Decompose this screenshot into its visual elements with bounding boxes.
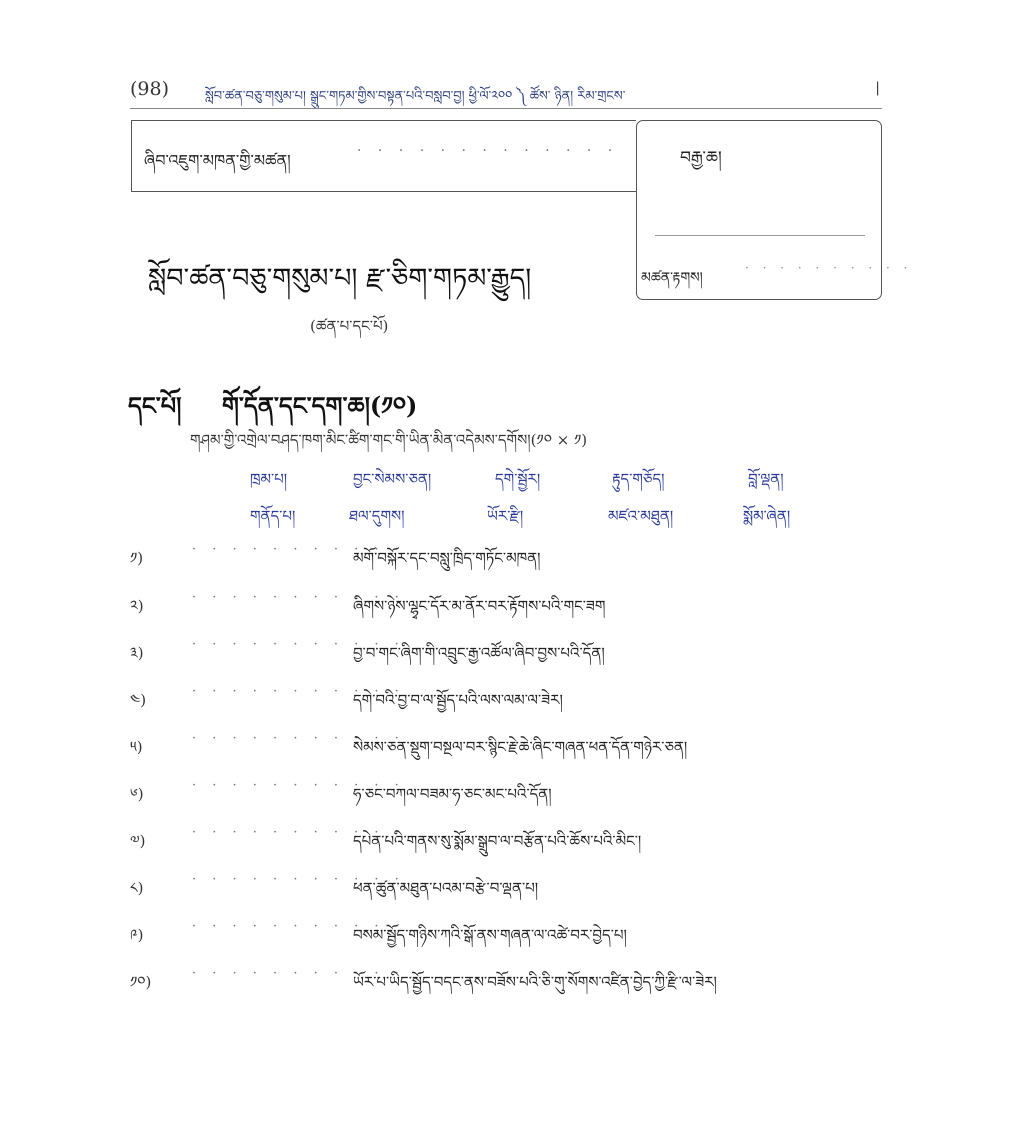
answer-blank[interactable]: · · · · · · · · · · · (192, 637, 405, 652)
question-text: བྱ་བ་གང་ཞིག་གི་འབྲུང་རྒྱ་འཚོལ་ཞིབ་བྱས་པའི་དོན། (353, 644, 605, 662)
word-bank-item: མཛའ་མཐུན། (608, 507, 674, 525)
signature-label: མཚན་རྟགས། (641, 270, 703, 286)
word-bank-item: ཡོར་རྫི། (487, 507, 524, 525)
word-bank-item: ཁྲམ་པ། (250, 470, 288, 488)
section-title: གོ་དོན་དང་དག་ཆ།(༡༠) (222, 391, 418, 420)
question-text: ཧ་ཅང་བཀལ་བཟམ་ཧ་ཅང་མང་པའི་དོན། (353, 785, 552, 803)
name-label: ཞིབ་འཇུག་མཁན་གྱི་མཚན། (144, 151, 291, 170)
question-number: ༡) (130, 549, 144, 567)
question-number: ༧) (130, 832, 146, 850)
answer-blank[interactable]: · · · · · · · · · · · (192, 731, 405, 746)
answer-blank[interactable]: · · · · · · · · · · · (192, 590, 405, 605)
header-mark: | (875, 80, 880, 96)
word-bank-item: དགེ་སྦྱོར། (495, 470, 541, 488)
question-number: ༨) (130, 879, 144, 897)
score-field[interactable] (655, 235, 865, 236)
answer-blank[interactable]: · · · · · · · · · · · (192, 778, 405, 793)
answer-blank[interactable]: · · · · · · · · · · · (192, 919, 405, 934)
name-box (131, 120, 636, 192)
question-text: ཕན་ཚུན་མཐུན་པའམ་བརྩེ་བ་ལྡན་པ། (353, 879, 539, 897)
question-number: ༡༠) (130, 973, 152, 991)
word-bank-item: བློ་ལྡན། (748, 470, 784, 488)
score-box (636, 120, 913, 300)
header-rule (130, 108, 882, 109)
page-header (130, 78, 880, 106)
question-text: ཡོར་པ་ཡིད་སྦྱོད་བདང་ནས་བཟོས་པའི་ཅི་གུ་སོགས་འཛིན་བྱེད་ཀྱི་རྫི་ལ་ཟེར། (353, 973, 717, 991)
signature-field[interactable]: · · · · · · · · · · (745, 261, 913, 275)
running-title: སློབ་ཚན་བཅུ་གསུམ་པ། སྒྲུང་གཏམ་གྱིས་བསྟན་པའི་བསླབ་བྱ། ཕྱི་ལོ་༢༠༠ ༽ ཚོས་ ཉིན། རིམ་གྲངས་ (205, 89, 626, 104)
answer-blank[interactable]: · · · · · · · · · · · (192, 872, 405, 887)
question-number: ༤) (130, 691, 147, 709)
exam-subtitle: (ཚན་པ་དང་པོ) (310, 317, 389, 335)
answer-blank[interactable]: · · · · · · · · · · · (192, 542, 405, 557)
page-number: (98) (130, 78, 170, 100)
question-number: ༦) (130, 785, 144, 803)
question-number: ༥) (130, 738, 143, 756)
question-text: མགོ་བསྐོར་དང་བསླུ་ཁྲིད་གཏོང་མཁན། (353, 549, 541, 567)
section-number: དང་པོ། (128, 391, 182, 420)
word-bank-item: རྟུད་གཅོད། (612, 470, 665, 488)
answer-blank[interactable]: · · · · · · · · · · · (192, 825, 405, 840)
score-label: བརྒྱ་ཆ། (680, 148, 722, 168)
question-text: བསམ་སྦྱོད་གཉིས་ཀའི་སྒོ་ནས་གཞན་ལ་འཚེ་བར་བྱེད་པ། (353, 926, 627, 944)
question-number: ༣) (130, 644, 144, 662)
word-bank-item: བྱང་སེམས་ཅན། (353, 470, 432, 488)
question-text: སེམས་ཅན་སྡུག་བསྔལ་བར་སྙིང་རྗེ་ཆེ་ཞིང་གཞན་ཕན་དོན་གཉེར་ཅན། (353, 738, 688, 756)
exam-title: སློབ་ཚན་བཅུ་གསུམ་པ། རྫ་ཅིག་གཏམ་རྒྱུད། (148, 263, 532, 294)
section-instruction: གཤམ་གྱི་འགྲེལ་བཤད་ཁག་མིང་ཚིག་གང་གི་ཡིན་མིན་འདེམས་དགོས།(༡༠ × ༡) (190, 431, 588, 449)
word-bank-item: སྨོམ་ཞེན། (743, 507, 791, 525)
question-number: ༢) (130, 597, 144, 615)
word-bank-item: ཐལ་དུགས། (349, 507, 405, 525)
answer-blank[interactable]: · · · · · · · · · · · (192, 966, 405, 981)
question-text: དགེ་བའི་བྱ་བ་ལ་སྦྱོད་པའི་ལས་ལམ་ལ་ཟེར། (353, 691, 563, 709)
question-text: ཞིགས་ཉེས་ལྷྭང་དོར་མ་ནོར་བར་རྟོགས་པའི་གང་ཟག (353, 597, 606, 615)
name-field[interactable]: · · · · · · · · · · · · · (357, 143, 619, 159)
answer-blank[interactable]: · · · · · · · · · · · (192, 684, 405, 699)
word-bank-item: གནོད་པ། (250, 507, 296, 525)
question-text: དཔེན་པའི་གནས་སུ་སྨོམ་སྒྲུབ་ལ་བརྩོན་པའི་ཆོས་པའི་མིང་། (353, 832, 642, 850)
question-number: ༩) (130, 926, 144, 944)
